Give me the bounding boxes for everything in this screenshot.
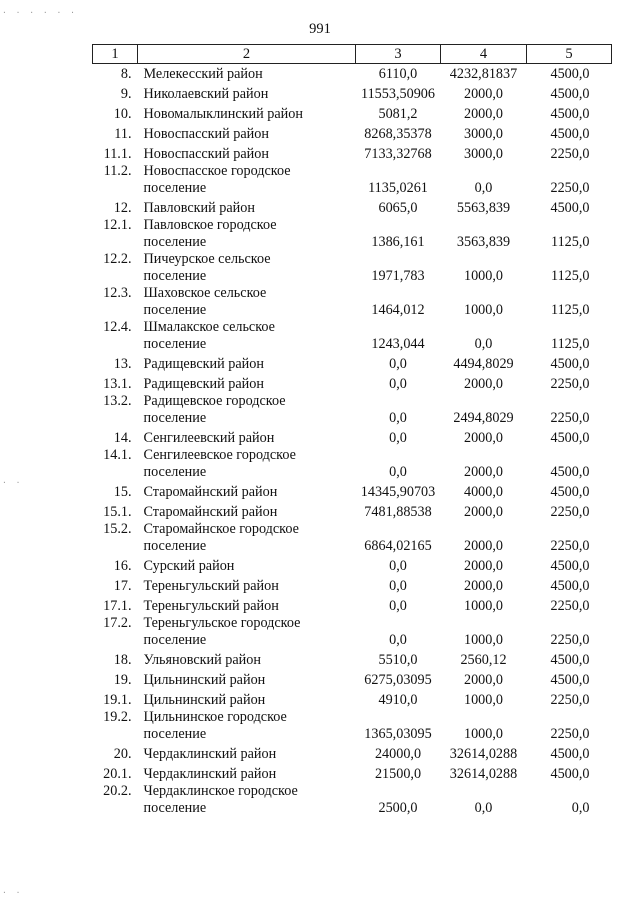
row-number: 11.2. (103, 163, 132, 179)
cell-col-5: 2250,0 (550, 146, 590, 162)
cell-col-3: 1135,0261 (368, 180, 428, 196)
cell-col-3: 0,0 (389, 376, 407, 392)
table-row (93, 447, 612, 481)
row-number: 10. (113, 106, 132, 122)
row-number: 16. (113, 558, 132, 574)
cell-col-4: 4000,0 (463, 484, 503, 500)
row-number: 17. (113, 578, 132, 594)
cell-col-3: 6065,0 (378, 200, 418, 216)
cell-col-3: 7133,32768 (364, 146, 432, 162)
row-number: 18. (113, 652, 132, 668)
cell-col-3: 1464,012 (371, 302, 425, 318)
header-row (93, 45, 612, 64)
table-row (93, 501, 612, 521)
row-number: 19.2. (103, 709, 132, 725)
cell-col-5: 4500,0 (550, 126, 590, 142)
cell-col-5: 4500,0 (550, 86, 590, 102)
row-name: Шмалакское сельское поселение (143, 319, 275, 352)
cell-col-3: 21500,0 (374, 766, 422, 782)
row-name: Сенгилеевский район (143, 430, 275, 446)
cell-col-4: 4494,8029 (453, 356, 514, 372)
cell-col-4: 32614,0288 (449, 766, 518, 782)
row-name: Чердаклинский район (143, 766, 277, 782)
cell-col-5: 2250,0 (550, 376, 590, 392)
row-name: Цильнинский район (143, 692, 266, 708)
row-name: Новоспасский район (143, 146, 269, 162)
table-row (93, 393, 612, 427)
cell-col-4: 1000,0 (463, 726, 503, 742)
row-number: 19.1. (103, 692, 132, 708)
cell-col-5: 1125,0 (551, 268, 590, 284)
row-number: 13. (113, 356, 132, 372)
cell-col-3: 1971,783 (371, 268, 425, 284)
cell-col-4: 2000,0 (463, 106, 503, 122)
row-number: 11. (114, 126, 132, 142)
table-body (93, 64, 612, 818)
row-name: Мелекесский район (143, 66, 263, 82)
row-name: Новомалыклинский район (143, 106, 303, 122)
cell-col-4: 2000,0 (463, 430, 503, 446)
cell-col-4: 4232,81837 (449, 66, 518, 82)
row-name: Сенгилеевское городское поселение (143, 447, 296, 480)
row-name: Новоспасский район (143, 126, 269, 142)
cell-col-5: 0,0 (571, 800, 590, 816)
row-number: 8. (120, 66, 132, 82)
row-number: 11.1. (103, 146, 132, 162)
cell-col-4: 2000,0 (463, 86, 503, 102)
cell-col-5: 1125,0 (551, 234, 590, 250)
cell-col-3: 0,0 (389, 558, 407, 574)
cell-col-4: 2000,0 (463, 558, 503, 574)
row-name: Ульяновский район (143, 652, 261, 668)
row-number: 12.3. (103, 285, 132, 301)
row-number: 12. (113, 200, 132, 216)
cell-col-5: 4500,0 (550, 672, 590, 688)
cell-col-4: 2000,0 (463, 578, 503, 594)
row-name: Старомайнский район (143, 484, 278, 500)
row-name: Новоспасское городское поселение (143, 163, 291, 196)
row-name: Тереньгульский район (143, 598, 279, 614)
cell-col-3: 4910,0 (378, 692, 418, 708)
table-row (93, 123, 612, 143)
row-name: Николаевский район (143, 86, 269, 102)
table-row (93, 689, 612, 709)
scan-mark-left-middle: · · (2, 478, 23, 487)
cell-col-4: 2000,0 (463, 464, 503, 480)
cell-col-5: 4500,0 (550, 558, 590, 574)
cell-col-3: 6275,03095 (364, 672, 432, 688)
table-row (93, 481, 612, 501)
cell-col-4: 1000,0 (463, 632, 503, 648)
cell-col-4: 2494,8029 (453, 410, 514, 426)
table-row (93, 64, 612, 84)
row-name: Старомайнский район (143, 504, 278, 520)
row-name: Цильнинский район (143, 672, 266, 688)
row-number: 17.2. (103, 615, 132, 631)
budget-table (92, 44, 612, 817)
cell-col-4: 1000,0 (463, 692, 503, 708)
table-row (93, 197, 612, 217)
table-row (93, 319, 612, 353)
cell-col-4: 0,0 (474, 180, 493, 196)
table-row (93, 575, 612, 595)
row-name: Сурский район (143, 558, 235, 574)
row-number: 13.2. (103, 393, 132, 409)
cell-col-5: 2250,0 (550, 410, 590, 426)
row-name: Радищевский район (143, 376, 264, 392)
table-row (93, 163, 612, 197)
page-number: 991 (309, 21, 331, 37)
cell-col-3: 14345,90703 (360, 484, 436, 500)
cell-col-3: 24000,0 (374, 746, 422, 762)
table-row (93, 521, 612, 555)
column-header-4: 4 (441, 45, 527, 64)
table-row (93, 763, 612, 783)
table-row (93, 709, 612, 743)
cell-col-5: 4500,0 (550, 356, 590, 372)
cell-col-3: 8268,35378 (364, 126, 432, 142)
cell-col-4: 0,0 (474, 800, 493, 816)
row-name: Павловский район (143, 200, 255, 216)
table-row (93, 427, 612, 447)
cell-col-3: 0,0 (389, 430, 407, 446)
cell-col-3: 0,0 (389, 356, 407, 372)
cell-col-4: 2000,0 (463, 504, 503, 520)
cell-col-5: 4500,0 (550, 484, 590, 500)
table-row (93, 783, 612, 817)
cell-col-4: 2000,0 (463, 538, 503, 554)
row-name: Пичеурское сельское поселение (143, 251, 271, 284)
cell-col-5: 2250,0 (550, 632, 590, 648)
cell-col-5: 4500,0 (550, 430, 590, 446)
cell-col-5: 1125,0 (551, 336, 590, 352)
table-header (93, 45, 612, 64)
row-name: Тереньгульское городское поселение (143, 615, 301, 648)
cell-col-4: 3000,0 (463, 126, 503, 142)
cell-col-4: 0,0 (474, 336, 493, 352)
table-row (93, 373, 612, 393)
row-name: Чердаклинский район (143, 746, 277, 762)
row-number: 20. (113, 746, 132, 762)
table-row (93, 83, 612, 103)
row-number: 15.2. (103, 521, 132, 537)
row-number: 15.1. (103, 504, 132, 520)
row-name: Радищевский район (143, 356, 264, 372)
cell-col-5: 1125,0 (551, 302, 590, 318)
cell-col-5: 2250,0 (550, 538, 590, 554)
row-name: Павловское городское поселение (143, 217, 277, 250)
cell-col-3: 11553,50906 (361, 86, 435, 102)
cell-col-5: 2250,0 (550, 692, 590, 708)
cell-col-3: 0,0 (389, 410, 407, 426)
cell-col-4: 2000,0 (463, 672, 503, 688)
table-row (93, 595, 612, 615)
table-row (93, 743, 612, 763)
table-row (93, 555, 612, 575)
cell-col-4: 3563,839 (456, 234, 511, 250)
cell-col-3: 6110,0 (378, 66, 418, 82)
row-number: 17.1. (103, 598, 132, 614)
column-header-2: 2 (138, 45, 356, 64)
row-number: 15. (113, 484, 132, 500)
row-number: 12.2. (103, 251, 132, 267)
cell-col-5: 4500,0 (550, 746, 590, 762)
row-number: 20.2. (103, 783, 132, 799)
cell-col-3: 5510,0 (378, 652, 418, 668)
table-row (93, 353, 612, 373)
column-header-1: 1 (93, 45, 138, 64)
row-number: 20.1. (103, 766, 132, 782)
cell-col-5: 2250,0 (550, 598, 590, 614)
row-number: 19. (113, 672, 132, 688)
cell-col-4: 5563,839 (456, 200, 511, 216)
cell-col-5: 4500,0 (550, 464, 590, 480)
table-row (93, 649, 612, 669)
row-number: 12.4. (103, 319, 132, 335)
cell-col-3: 1243,044 (371, 336, 425, 352)
table-row (93, 103, 612, 123)
row-number: 12.1. (103, 217, 132, 233)
cell-col-3: 0,0 (389, 632, 407, 648)
cell-col-4: 2560,12 (460, 652, 507, 668)
cell-col-4: 3000,0 (463, 146, 503, 162)
row-number: 9. (120, 86, 132, 102)
cell-col-3: 7481,88538 (364, 504, 432, 520)
cell-col-5: 4500,0 (550, 200, 590, 216)
table-row (93, 615, 612, 649)
row-name: Радищевское городское поселение (143, 393, 286, 426)
table-row (93, 285, 612, 319)
cell-col-5: 4500,0 (550, 652, 590, 668)
row-number: 13.1. (103, 376, 132, 392)
cell-col-5: 4500,0 (550, 66, 590, 82)
row-name: Тереньгульский район (143, 578, 279, 594)
cell-col-3: 6864,02165 (364, 538, 432, 554)
scan-mark-top-left: · · · · · · (2, 8, 77, 17)
cell-col-3: 0,0 (389, 578, 407, 594)
cell-col-4: 2000,0 (463, 376, 503, 392)
scan-mark-left-bottom: · · (2, 888, 23, 897)
cell-col-4: 1000,0 (463, 268, 503, 284)
cell-col-5: 4500,0 (550, 106, 590, 122)
row-number: 14. (113, 430, 132, 446)
cell-col-5: 2250,0 (550, 726, 590, 742)
column-header-5: 5 (527, 45, 612, 64)
table-row (93, 669, 612, 689)
table-row (93, 251, 612, 285)
cell-col-5: 4500,0 (550, 766, 590, 782)
cell-col-3: 5081,2 (378, 106, 418, 122)
cell-col-3: 2500,0 (378, 800, 418, 816)
table-row (93, 143, 612, 163)
row-number: 14.1. (103, 447, 132, 463)
cell-col-5: 2250,0 (550, 504, 590, 520)
cell-col-3: 1386,161 (371, 234, 425, 250)
cell-col-5: 2250,0 (550, 180, 590, 196)
row-name: Шаховское сельское поселение (143, 285, 267, 318)
row-name: Цильнинское городское поселение (143, 709, 287, 742)
cell-col-4: 1000,0 (463, 302, 503, 318)
cell-col-4: 32614,0288 (449, 746, 518, 762)
cell-col-3: 0,0 (389, 464, 407, 480)
cell-col-5: 4500,0 (550, 578, 590, 594)
cell-col-3: 1365,03095 (364, 726, 432, 742)
row-name: Чердаклинское городское поселение (143, 783, 298, 816)
table-row (93, 217, 612, 251)
row-name: Старомайнское городское поселение (143, 521, 299, 554)
cell-col-3: 0,0 (389, 598, 407, 614)
cell-col-4: 1000,0 (463, 598, 503, 614)
column-header-3: 3 (356, 45, 441, 64)
